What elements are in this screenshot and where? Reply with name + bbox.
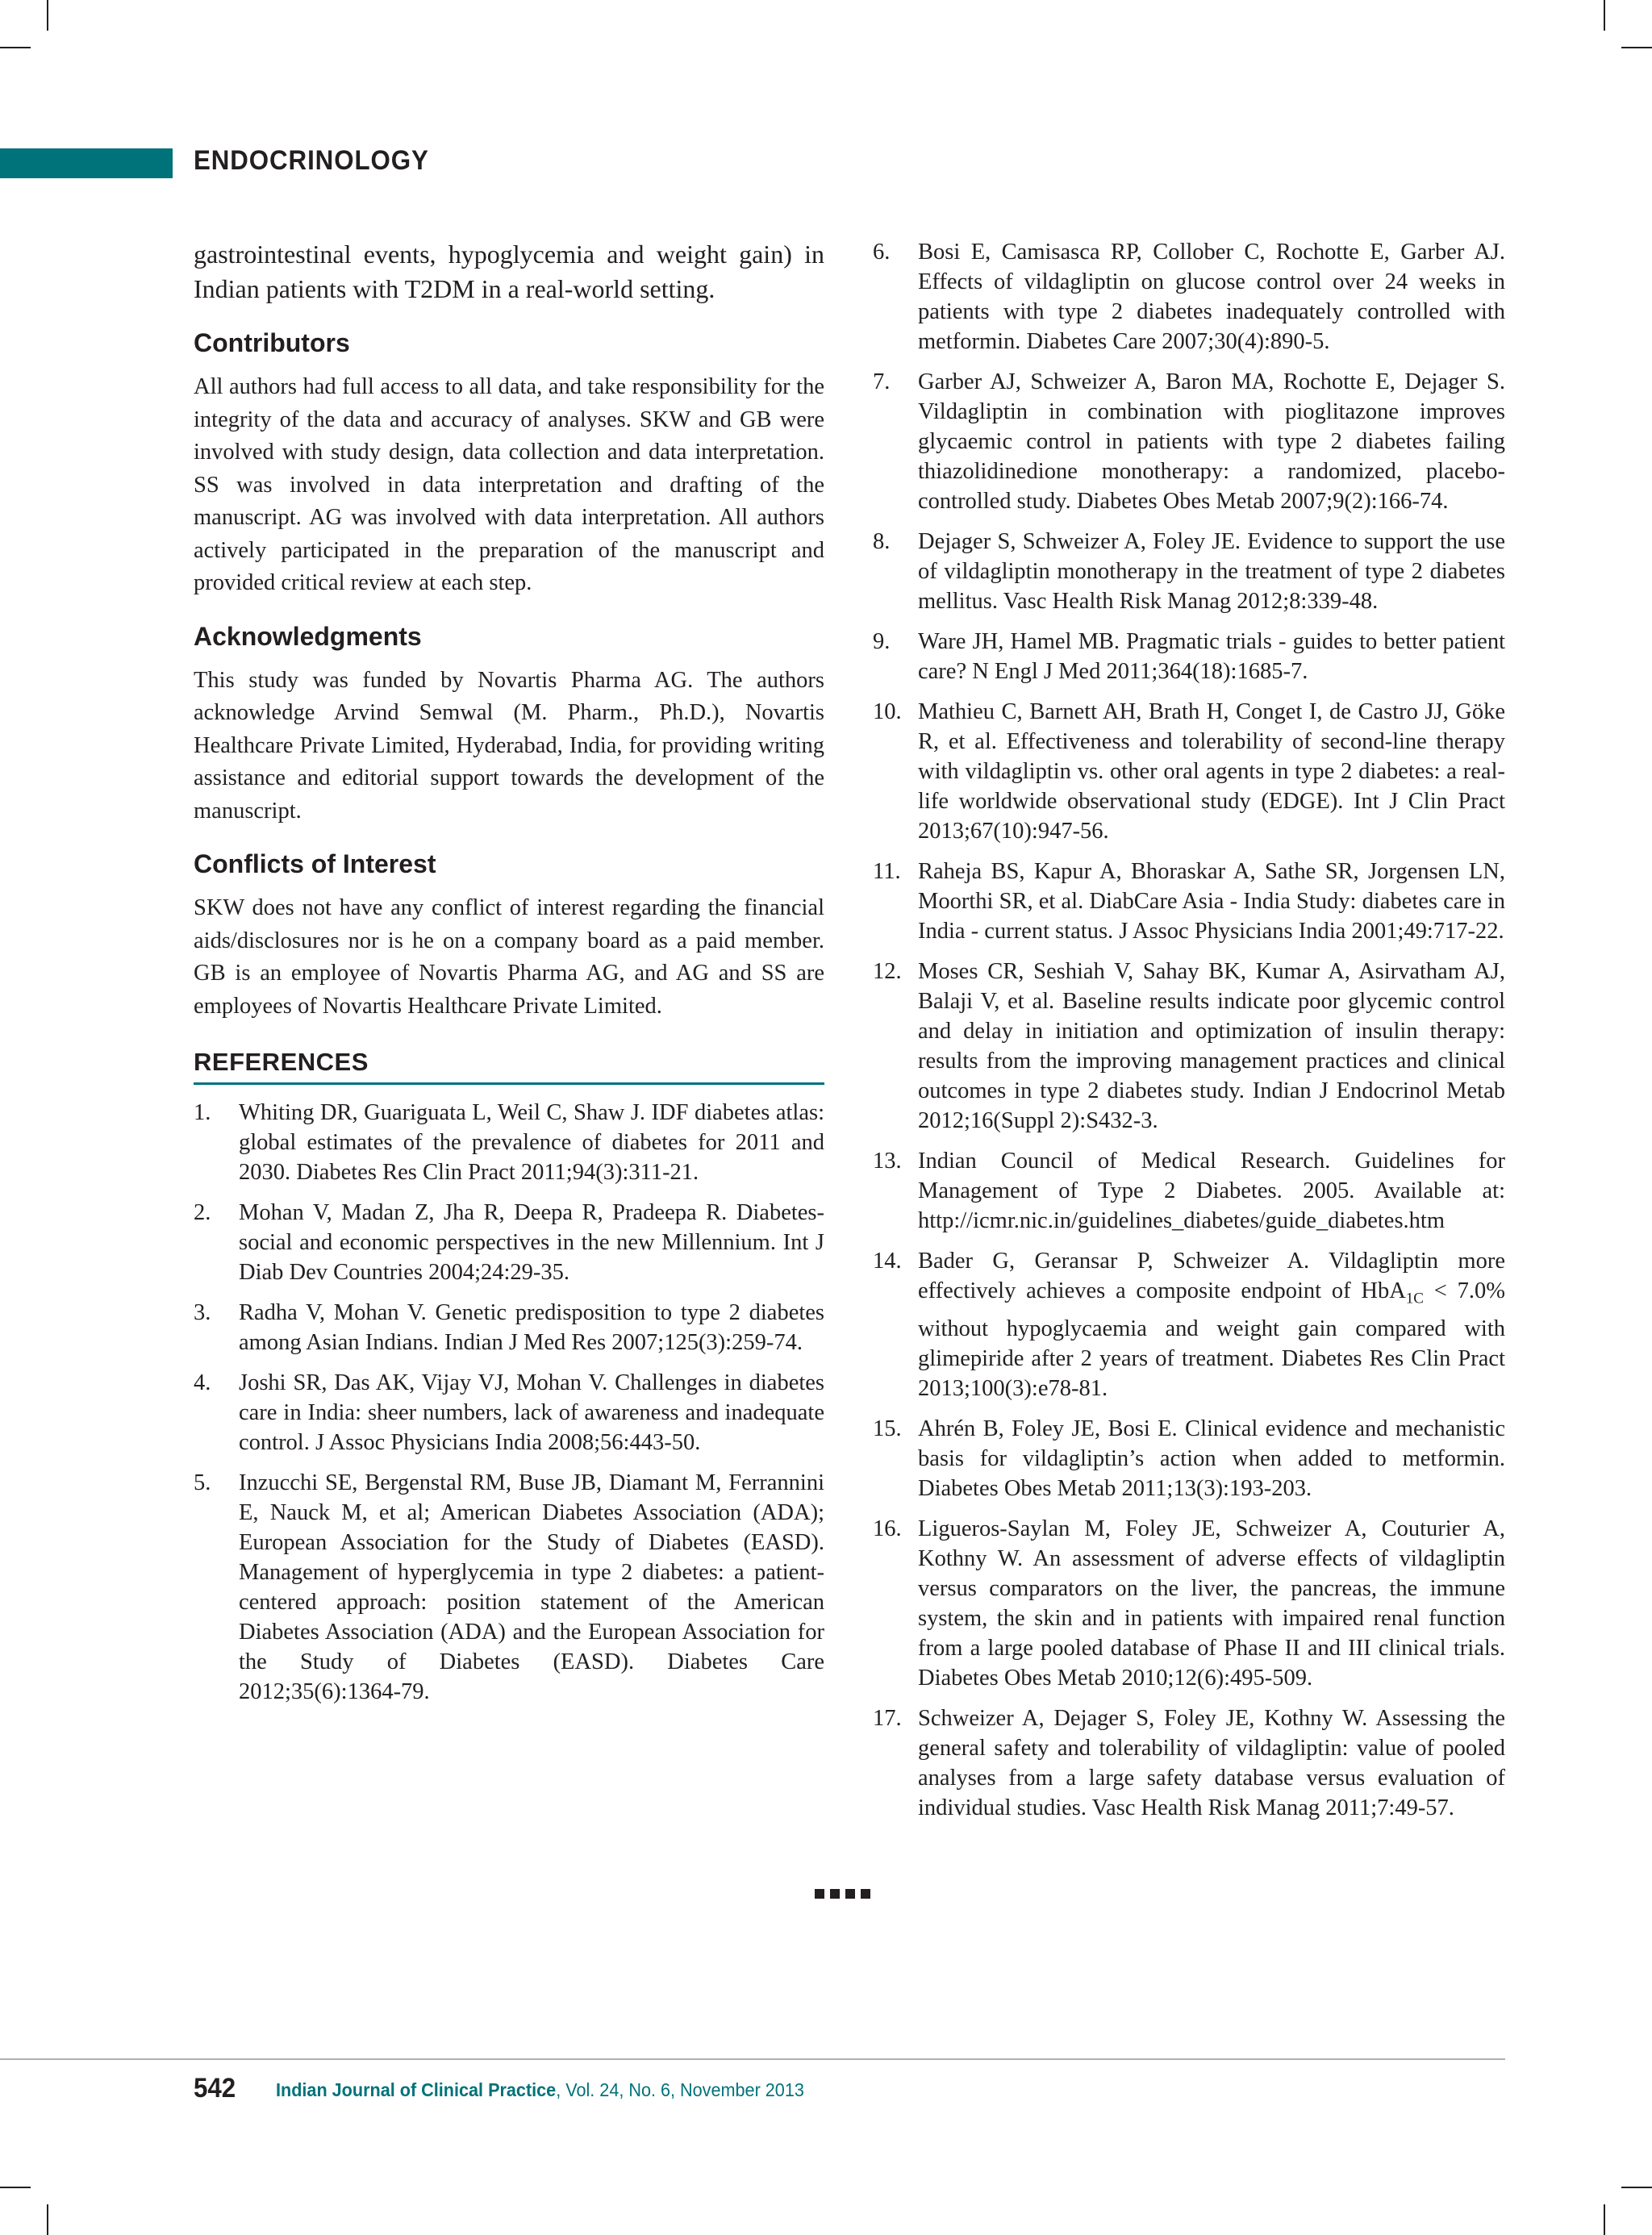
reference-text: Dejager S, Schweizer A, Foley JE. Evidence to support the use of vildagliptin monotherapy in the treatment of type 2 diabetes mellitus. Vasc Health Risk Manag 2012;8:339-48. [918, 529, 1505, 614]
hba1c-subscript: 1C [1405, 1290, 1424, 1307]
section-color-bar [0, 148, 173, 178]
reference-text: Mohan V, Madan Z, Jha R, Deepa R, Pradeepa R. Diabetes-social and economic perspectives in the new Millennium. Int J Diab Dev Countries 2004;24:29-35. [239, 1200, 824, 1285]
reference-text: Indian Council of Medical Research. Guidelines for Management of Type 2 Diabetes. 2005. Available at: http://icmr.nic.in/guidelines_diabetes/guide_diabetes.htm [918, 1149, 1505, 1233]
reference-item [194, 1368, 824, 1457]
reference-number: 3. [194, 1300, 211, 1325]
reference-number: 17. [873, 1705, 902, 1731]
reference-number: 2. [194, 1200, 211, 1225]
reference-item [873, 1246, 1505, 1403]
reference-text: Schweizer A, Dejager S, Foley JE, Kothny W. Assessing the general safety and tolerability of vildagliptin: value of pooled analyses from a large safety database versus evaluation of individual studies. Vasc Health Risk Manag 2011;7:49-57. [918, 1705, 1505, 1820]
end-of-article-marks [815, 1889, 870, 1899]
crop-mark [1621, 47, 1652, 48]
reference-text: Ligueros-Saylan M, Foley JE, Schweizer A, Couturier A, Kothny W. An assessment of adverse effects of vildagliptin versus comparators on the liver, the pancreas, the immune system, the skin and in patients with impaired renal function from a large pooled database of Phase II and III clinical trials. Diabetes Obes Metab 2010;12(6):495-509. [918, 1516, 1505, 1691]
reference-number: 4. [194, 1370, 211, 1395]
reference-item [873, 627, 1505, 686]
end-mark [845, 1889, 855, 1899]
references-heading: REFERENCES [194, 1047, 824, 1085]
reference-number: 8. [873, 529, 891, 554]
reference-number: 6. [873, 240, 891, 265]
reference-text: Moses CR, Seshiah V, Sahay BK, Kumar A, Asirvatham AJ, Balaji V, et al. Baseline results indicate poor glycemic control and delay in initiation and optimization of insulin therapy: results from the improving management practices and clinical outcomes in type 2 diabetes study. Indian J Endocrinol Metab 2012;16(Suppl 2):S432-3. [918, 959, 1505, 1133]
contributors-heading: Contributors [194, 328, 350, 357]
reference-text-part: Bader G, Geransar P, Schweizer A. Vildagliptin more effectively achieves a composite endpoint of HbA [918, 1249, 1505, 1303]
crop-mark [1604, 2204, 1605, 2235]
crop-mark [1621, 2187, 1652, 2188]
reference-number: 15. [873, 1416, 902, 1441]
reference-item [873, 957, 1505, 1136]
reference-number: 5. [194, 1470, 211, 1495]
reference-number: 10. [873, 699, 902, 724]
reference-text: Radha V, Mohan V. Genetic predisposition to type 2 diabetes among Asian Indians. Indian J Med Res 2007;125(3):259-74. [239, 1300, 824, 1355]
reference-item [194, 1098, 824, 1187]
reference-item [873, 237, 1505, 357]
reference-item [194, 1468, 824, 1707]
right-column [873, 237, 1505, 1833]
reference-text: Bosi E, Camisasca RP, Collober C, Rochotte E, Garber AJ. Effects of vildagliptin on glucose control over 24 weeks in patients with type 2 diabetes inadequately controlled with metformin. Diabetes Care 2007;30(4):890-5. [918, 240, 1505, 354]
crop-mark [1604, 0, 1605, 31]
reference-number: 14. [873, 1249, 902, 1274]
reference-number: 1. [194, 1100, 211, 1125]
reference-text: Raheja BS, Kapur A, Bhoraskar A, Sathe SR, Jorgensen LN, Moorthi SR, et al. DiabCare Asia - India Study: diabetes care in India - current status. J Assoc Physicians India 2001;49:717-22. [918, 859, 1505, 944]
reference-text: Garber AJ, Schweizer A, Baron MA, Rochotte E, Dejager S. Vildagliptin in combination with pioglitazone improves glycaemic control in patients with type 2 diabetes failing thiazolidinedione monotherapy: a randomized, placebo-controlled study. Diabetes Obes Metab 2007;9(2):166-74. [918, 369, 1505, 514]
reference-item [873, 1414, 1505, 1503]
reference-number: 16. [873, 1516, 902, 1541]
reference-item [873, 1514, 1505, 1693]
reference-item [873, 1146, 1505, 1236]
journal-issue: , Vol. 24, No. 6, November 2013 [556, 2079, 804, 2100]
reference-text: Whiting DR, Guariguata L, Weil C, Shaw J. IDF diabetes atlas: global estimates of the prevalence of diabetes for 2011 and 2030. Diabetes Res Clin Pract 2011;94(3):311-21. [239, 1100, 824, 1185]
reference-number: 13. [873, 1149, 902, 1174]
reference-item [194, 1298, 824, 1357]
reference-text [918, 1246, 1505, 1403]
acknowledgments-text: This study was funded by Novartis Pharma AG. The authors acknowledge Arvind Semwal (M. Pharm., Ph.D.), Novartis Healthcare Private Limited, Hyderabad, India, for providing writing assistance and editorial support towards the development of the manuscript. [194, 667, 824, 824]
reference-text: Mathieu C, Barnett AH, Brath H, Conget I, de Castro JJ, Göke R, et al. Effectiveness and tolerability of second-line therapy with vildagliptin vs. other oral agents in type 2 diabetes: a real-life worldwide observational study (EDGE). Int J Clin Pract 2013;67(10):947-56. [918, 699, 1505, 844]
journal-name: Indian Journal of Clinical Practice [276, 2079, 557, 2100]
footer-rule [0, 2058, 1505, 2060]
reference-text: Ware JH, Hamel MB. Pragmatic trials - guides to better patient care? N Engl J Med 2011;364(18):1685-7. [918, 629, 1505, 684]
reference-text: Ahrén B, Foley JE, Bosi E. Clinical evidence and mechanistic basis for vildagliptin’s action when added to metformin. Diabetes Obes Metab 2011;13(3):193-203. [918, 1416, 1505, 1501]
end-mark [861, 1889, 870, 1899]
crop-mark [47, 0, 48, 31]
reference-item [873, 527, 1505, 616]
journal-citation [276, 2079, 804, 2101]
reference-list-left [194, 1098, 824, 1707]
crop-mark [0, 47, 31, 48]
reference-item [194, 1198, 824, 1287]
reference-text-part: < 7.0% without hypoglycaemia and weight gain compared with glimepiride after 2 years of treatment. Diabetes Res Clin Pract 2013;100(3):e78-81. [918, 1278, 1505, 1401]
page-number: 542 [194, 2073, 236, 2104]
reference-list-right [873, 237, 1505, 1823]
crop-mark [47, 2204, 48, 2235]
contributors-text: All authors had full access to all data, and take responsibility for the integrity of the data and accuracy of analyses. SKW and GB were involved with study design, data collection and data interpretation. SS was involved in data interpretation and drafting of the manuscript. AG was involved with data interpretation. All authors actively participated in the preparation of the manuscript and provided critical review at each step. [194, 374, 824, 595]
reference-item [873, 697, 1505, 846]
left-column [194, 237, 824, 1717]
acknowledgments-heading: Acknowledgments [194, 621, 422, 651]
reference-text: Joshi SR, Das AK, Vijay VJ, Mohan V. Challenges in diabetes care in India: sheer numbers, lack of awareness and inadequate control. J Assoc Physicians India 2008;56:443-50. [239, 1370, 824, 1455]
intro-paragraph-tail: gastrointestinal events, hypoglycemia and weight gain) in Indian patients with T2DM in a real-world setting. [194, 240, 824, 303]
reference-text: Inzucchi SE, Bergenstal RM, Buse JB, Diamant M, Ferrannini E, Nauck M, et al; American Diabetes Association (ADA); European Association for the Study of Diabetes (EASD). Management of hyperglycemia in type 2 diabetes: a patient-centered approach: position statement of the American Diabetes Association (ADA) and the European Association for the Study of Diabetes (EASD). Diabetes Care 2012;35(6):1364-79. [239, 1470, 824, 1704]
reference-number: 12. [873, 959, 902, 984]
reference-item [873, 1703, 1505, 1823]
reference-number: 11. [873, 859, 901, 884]
reference-item [873, 857, 1505, 946]
end-mark [830, 1889, 840, 1899]
conflicts-heading: Conflicts of Interest [194, 849, 436, 878]
section-label: ENDOCRINOLOGY [194, 145, 429, 176]
end-mark [815, 1889, 824, 1899]
reference-number: 7. [873, 369, 891, 394]
reference-number: 9. [873, 629, 891, 654]
conflicts-text: SKW does not have any conflict of interest regarding the financial aids/disclosures nor is he on a company board as a paid member. GB is an employee of Novartis Pharma AG, and AG and SS are employees of Novartis Healthcare Private Limited. [194, 895, 824, 1019]
reference-item [873, 367, 1505, 516]
crop-mark [0, 2187, 31, 2188]
